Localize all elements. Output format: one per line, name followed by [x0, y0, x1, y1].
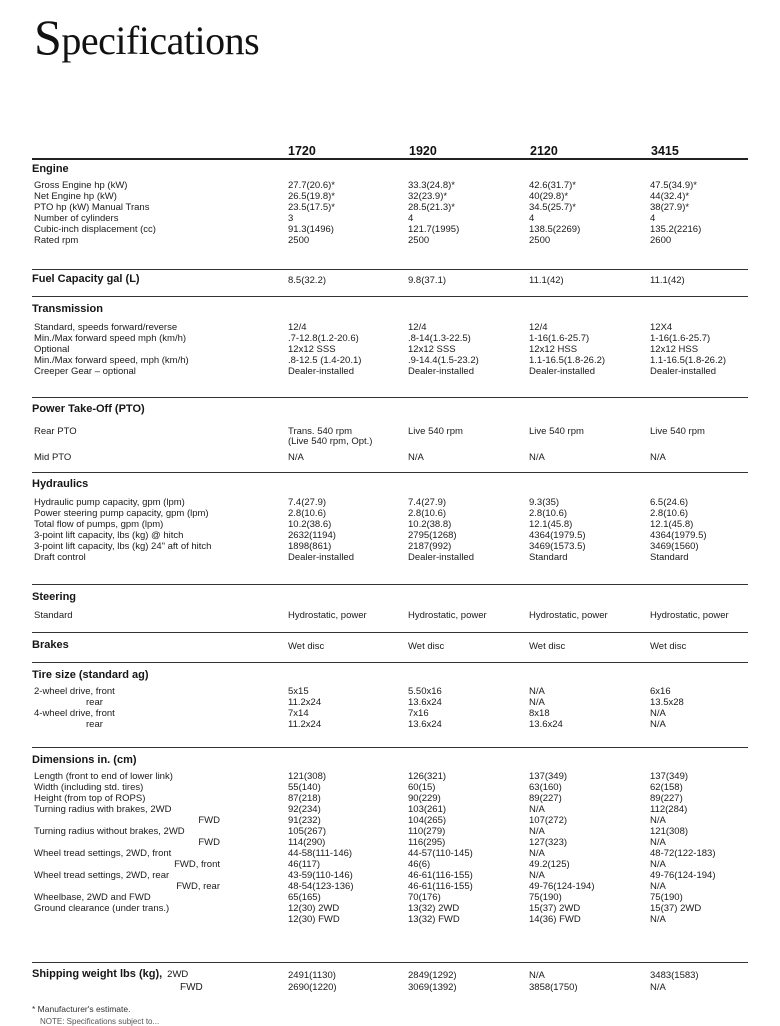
page-title: Specifications: [34, 9, 260, 65]
spec-label: Width (including std. tires): [34, 782, 144, 793]
spec-value: Hydrostatic, power: [408, 610, 487, 621]
spec-value: 60(15): [408, 782, 436, 793]
spec-value: 48-72(122-183): [650, 848, 716, 859]
spec-value: Dealer-installed: [408, 366, 475, 377]
spec-row: [32, 982, 748, 993]
spec-value: 3069(1392): [408, 982, 457, 993]
spec-value: 91.3(1496): [288, 224, 334, 235]
spec-row: [32, 333, 748, 344]
spec-value: Dealer-installed: [288, 366, 355, 377]
spec-value: 3483(1583): [650, 970, 699, 981]
spec-value: 44-57(110-145): [408, 848, 473, 859]
spec-value: .9-14.4(1.5-23.2): [408, 355, 479, 366]
spec-row: [32, 497, 748, 508]
spec-row: [32, 859, 748, 870]
spec-value: 137(349): [650, 771, 689, 782]
spec-value: 2690(1220): [288, 982, 337, 993]
spec-value: 38(27.9)*: [650, 202, 690, 213]
spec-value: 2500: [288, 235, 310, 246]
spec-value: 5.50x16: [408, 686, 442, 697]
spec-value: 2795(1268): [408, 530, 457, 541]
spec-value: 12x12 HSS: [529, 344, 578, 355]
spec-value: 114(290): [288, 837, 326, 848]
spec-value: N/A: [650, 837, 666, 848]
section-title-text: Transmission: [32, 303, 103, 315]
spec-label: Number of cylinders: [34, 213, 119, 224]
spec-value: 11.1(42): [650, 275, 685, 286]
spec-label: Height (from top of ROPS): [34, 793, 146, 804]
spec-row: [32, 224, 748, 235]
section-subtitle: 2WD: [167, 969, 189, 980]
spec-value: 2491(1130): [288, 970, 336, 981]
spec-label: Net Engine hp (kW): [34, 191, 117, 202]
spec-value: (Live 540 rpm, Opt.): [288, 436, 373, 447]
spec-value: 9.8(37.1): [408, 275, 447, 286]
spec-row: [32, 782, 748, 793]
spec-section: [32, 668, 748, 730]
spec-value: 2.8(10.6): [529, 508, 568, 519]
table-top-rule: [32, 158, 748, 160]
model-header: 1920: [409, 144, 437, 158]
spec-value: 49-76(124-194): [650, 870, 716, 881]
spec-row: [32, 848, 748, 859]
spec-value: N/A: [529, 686, 545, 697]
spec-value: 1-16(1.6-25.7): [650, 333, 711, 344]
spec-label: Optional: [34, 344, 70, 355]
spec-value: 12/4: [288, 322, 307, 333]
spec-value: 12X4: [650, 322, 673, 333]
section-title-text: Steering: [32, 591, 77, 603]
footnote-note: NOTE: Specifications subject to...: [40, 1017, 160, 1026]
section-title-text: Hydraulics: [32, 478, 89, 490]
spec-value: 34.5(25.7)*: [529, 202, 577, 213]
spec-value: 63(160): [529, 782, 562, 793]
spec-label: FWD, rear: [176, 881, 220, 892]
spec-value: 2.8(10.6): [650, 508, 689, 519]
spec-value: 12x12 HSS: [650, 344, 699, 355]
spec-value: 44(32.4)*: [650, 191, 690, 202]
spec-value: 32(23.9)*: [408, 191, 448, 202]
spec-label: Min./Max forward speed, mph (km/h): [34, 355, 189, 366]
spec-row: [32, 541, 748, 552]
spec-value: 3: [288, 213, 294, 224]
spec-row: [32, 903, 748, 914]
spec-row: [32, 815, 748, 826]
spec-label: Mid PTO: [34, 452, 72, 463]
spec-value: 135.2(2216): [650, 224, 702, 235]
spec-value: 3469(1560): [650, 541, 699, 552]
spec-row: [32, 771, 748, 782]
spec-value: 137(349): [529, 771, 568, 782]
spec-value: 7.4(27.9): [288, 497, 327, 508]
spec-label: Standard, speeds forward/reverse: [34, 322, 178, 333]
spec-value: Hydrostatic, power: [529, 610, 608, 621]
spec-value: Standard: [650, 552, 689, 563]
spec-value: 11.2x24: [288, 697, 322, 708]
footnote: * Manufacturer's estimate.: [32, 1004, 131, 1014]
spec-row: [32, 719, 748, 730]
section-divider: [32, 269, 748, 270]
spec-row: [32, 202, 748, 213]
spec-value: 90(229): [408, 793, 441, 804]
spec-row: [32, 610, 748, 621]
spec-value: 3469(1573.5): [529, 541, 586, 552]
spec-value: N/A: [650, 815, 666, 826]
spec-value: 7x16: [408, 708, 429, 719]
spec-row: [32, 355, 748, 366]
spec-value: 1.1-16.5(1.8-26.2): [529, 355, 606, 366]
spec-label: FWD: [180, 982, 203, 993]
spec-section: [32, 162, 748, 246]
spec-label: Wheel tread settings, 2WD, rear: [34, 870, 170, 881]
section-title: [32, 477, 748, 492]
spec-value: Hydrostatic, power: [650, 610, 729, 621]
spec-row: [32, 436, 748, 447]
spec-row: [32, 191, 748, 202]
spec-value: N/A: [529, 848, 545, 859]
spec-row: [32, 344, 748, 355]
spec-value: Trans. 540 rpm: [288, 426, 353, 437]
spec-value: 8.5(32.2): [288, 275, 327, 286]
spec-value: 42.6(31.7)*: [529, 180, 577, 191]
spec-value: 104(265): [408, 815, 447, 826]
spec-value: 112(284): [650, 804, 688, 815]
spec-value: 12(30) 2WD: [288, 903, 340, 914]
section-title-text: Dimensions in. (cm): [32, 754, 137, 766]
spec-value: 12.1(45.8): [650, 519, 694, 530]
spec-value: Wet disc: [529, 641, 566, 652]
spec-value: 126(321): [408, 771, 447, 782]
spec-value: 62(158): [650, 782, 683, 793]
spec-label: Creeper Gear – optional: [34, 366, 136, 377]
spec-value: N/A: [650, 914, 666, 925]
spec-value: 13.6x24: [408, 719, 442, 730]
spec-value: 92(234): [288, 804, 321, 815]
section-divider: [32, 296, 748, 297]
spec-row: [32, 892, 748, 903]
spec-value: 12/4: [529, 322, 548, 333]
section-title: [32, 753, 748, 768]
spec-label: 2-wheel drive, front: [34, 686, 115, 697]
spec-section: [32, 638, 748, 653]
spec-value: Live 540 rpm: [529, 426, 584, 437]
spec-label: Gross Engine hp (kW): [34, 180, 128, 191]
spec-value: 121(308): [288, 771, 327, 782]
spec-row: [32, 793, 748, 804]
spec-row: [32, 708, 748, 719]
spec-row: [32, 697, 748, 708]
spec-value: N/A: [650, 708, 666, 719]
spec-value: 13(32) 2WD: [408, 903, 460, 914]
spec-value: N/A: [529, 870, 545, 881]
spec-value: 4: [650, 213, 656, 224]
section-title: [32, 272, 748, 287]
spec-label: rear: [86, 719, 103, 730]
spec-value: N/A: [650, 452, 666, 463]
spec-value: N/A: [650, 859, 666, 870]
section-divider: [32, 662, 748, 663]
section-divider: [32, 584, 748, 585]
spec-value: 3858(1750): [529, 982, 578, 993]
spec-value: 4364(1979.5): [529, 530, 586, 541]
spec-value: 33.3(24.8)*: [408, 180, 456, 191]
spec-value: 55(140): [288, 782, 321, 793]
spec-value: 2187(992): [408, 541, 452, 552]
spec-row: [32, 686, 748, 697]
spec-value: 11.1(42): [529, 275, 564, 286]
spec-value: 13.5x28: [650, 697, 684, 708]
spec-section: [32, 967, 748, 993]
spec-label: FWD: [198, 815, 220, 826]
spec-value: Live 540 rpm: [408, 426, 463, 437]
spec-label: Draft control: [34, 552, 86, 563]
spec-value: 27.7(20.6)*: [288, 180, 336, 191]
spec-value: 103(261): [408, 804, 447, 815]
spec-section: [32, 272, 748, 287]
spec-value: N/A: [529, 452, 545, 463]
spec-value: 127(323): [529, 837, 568, 848]
spec-value: 15(37) 2WD: [650, 903, 702, 914]
spec-value: 49-76(124-194): [529, 881, 595, 892]
spec-value: Dealer-installed: [408, 552, 475, 563]
spec-value: 91(232): [288, 815, 321, 826]
spec-label: PTO hp (kW) Manual Trans: [34, 202, 150, 213]
spec-value: 75(190): [650, 892, 683, 903]
spec-value: 107(272): [529, 815, 568, 826]
section-title-text: Power Take-Off (PTO): [32, 403, 145, 415]
spec-row: [32, 914, 748, 925]
spec-value: 46-61(116-155): [408, 870, 473, 881]
spec-row: [32, 519, 748, 530]
spec-value: 1898(861): [288, 541, 332, 552]
spec-value: 11.2x24: [288, 719, 322, 730]
spec-section: [32, 753, 748, 925]
model-header: 1720: [288, 144, 316, 158]
section-title-text: Engine: [32, 163, 69, 175]
spec-label: Cubic-inch displacement (cc): [34, 224, 156, 235]
spec-row: [32, 530, 748, 541]
spec-value: N/A: [408, 452, 424, 463]
spec-value: Dealer-installed: [288, 552, 355, 563]
spec-value: 5x15: [288, 686, 309, 697]
spec-value: 65(165): [288, 892, 321, 903]
spec-label: Turning radius with brakes, 2WD: [34, 804, 172, 815]
spec-value: 121(308): [650, 826, 689, 837]
spec-row: [32, 870, 748, 881]
spec-label: rear: [86, 697, 103, 708]
spec-value: 12x12 SSS: [288, 344, 336, 355]
section-divider: [32, 962, 748, 963]
spec-value: 12x12 SSS: [408, 344, 456, 355]
spec-value: Live 540 rpm: [650, 426, 705, 437]
spec-value: N/A: [650, 719, 666, 730]
spec-value: 116(295): [408, 837, 446, 848]
spec-label: Ground clearance (under trans.): [34, 903, 170, 914]
spec-value: 43-59(110-146): [288, 870, 353, 881]
spec-value: 2500: [529, 235, 551, 246]
spec-label: FWD: [198, 837, 220, 848]
section-divider: [32, 397, 748, 398]
spec-value: 87(218): [288, 793, 321, 804]
spec-value: 12(30) FWD: [288, 914, 340, 925]
spec-section: [32, 590, 748, 621]
section-title: [32, 638, 748, 653]
spec-value: 1-16(1.6-25.7): [529, 333, 590, 344]
spec-section: [32, 477, 748, 563]
spec-value: 46(117): [288, 859, 321, 870]
spec-section: [32, 402, 748, 463]
spec-value: 47.5(34.9)*: [650, 180, 698, 191]
spec-value: Dealer-installed: [650, 366, 717, 377]
section-divider: [32, 472, 748, 473]
spec-row: [32, 235, 748, 246]
spec-label: Length (front to end of lower link): [34, 771, 173, 782]
section-title: [32, 967, 748, 982]
spec-value: 9.3(35): [529, 497, 560, 508]
spec-value: 75(190): [529, 892, 562, 903]
spec-value: 12.1(45.8): [529, 519, 573, 530]
section-title: [32, 162, 748, 177]
spec-value: 138.5(2269): [529, 224, 581, 235]
spec-value: 7x14: [288, 708, 309, 719]
spec-value: N/A: [529, 804, 545, 815]
spec-value: 13.6x24: [529, 719, 563, 730]
section-title: [32, 590, 748, 605]
spec-value: Dealer-installed: [529, 366, 596, 377]
spec-label: Total flow of pumps, gpm (lpm): [34, 519, 164, 530]
spec-value: 121.7(1995): [408, 224, 460, 235]
spec-value: 2.8(10.6): [408, 508, 447, 519]
spec-row: [32, 508, 748, 519]
spec-label: FWD, front: [174, 859, 220, 870]
section-title: [32, 668, 748, 683]
spec-value: 4: [529, 213, 535, 224]
spec-label: Rear PTO: [34, 426, 77, 437]
section-divider: [32, 632, 748, 633]
spec-label: Rated rpm: [34, 235, 79, 246]
spec-value: 2632(1194): [288, 530, 336, 541]
spec-label: Min./Max forward speed mph (km/h): [34, 333, 187, 344]
spec-label: 3-point lift capacity, lbs (kg) 24" aft of hitch: [34, 541, 212, 552]
spec-value: N/A: [650, 982, 666, 993]
spec-value: 2.8(10.6): [288, 508, 327, 519]
spec-value: .8-14(1.3-22.5): [408, 333, 471, 344]
spec-value: 12/4: [408, 322, 427, 333]
section-title: [32, 302, 748, 317]
spec-label: Power steering pump capacity, gpm (lpm): [34, 508, 209, 519]
spec-value: 14(36) FWD: [529, 914, 581, 925]
spec-value: 44-58(111-146): [288, 848, 353, 859]
spec-label: 4-wheel drive, front: [34, 708, 115, 719]
spec-value: 46(6): [408, 859, 431, 870]
spec-row: [32, 826, 748, 837]
spec-value: Standard: [529, 552, 568, 563]
spec-row: [32, 881, 748, 892]
spec-row: [32, 366, 748, 377]
spec-value: .7-12.8(1.2-20.6): [288, 333, 359, 344]
spec-row: [32, 552, 748, 563]
spec-value: 48-54(123-136): [288, 881, 354, 892]
spec-value: 10.2(38.8): [408, 519, 452, 530]
spec-value: 13.6x24: [408, 697, 442, 708]
spec-value: 105(267): [288, 826, 327, 837]
spec-value: 4364(1979.5): [650, 530, 707, 541]
spec-value: Wet disc: [288, 641, 325, 652]
spec-value: Hydrostatic, power: [288, 610, 367, 621]
spec-value: 40(29.8)*: [529, 191, 569, 202]
spec-row: [32, 322, 748, 333]
spec-value: Wet disc: [650, 641, 687, 652]
spec-value: N/A: [529, 826, 545, 837]
spec-row: [32, 804, 748, 815]
spec-label: Standard: [34, 610, 73, 621]
spec-value: 1.1-16.5(1.8-26.2): [650, 355, 727, 366]
spec-label: Hydraulic pump capacity, gpm (lpm): [34, 497, 185, 508]
spec-value: .8-12.5 (1.4-20.1): [288, 355, 362, 366]
spec-value: 4: [408, 213, 414, 224]
spec-value: 8x18: [529, 708, 550, 719]
spec-value: 6x16: [650, 686, 671, 697]
spec-value: 23.5(17.5)*: [288, 202, 336, 213]
section-title-text: Fuel Capacity gal (L): [32, 273, 140, 285]
spec-value: 6.5(24.6): [650, 497, 689, 508]
section-title: [32, 402, 748, 417]
spec-value: 89(227): [650, 793, 683, 804]
section-title-text: Shipping weight lbs (kg),: [32, 968, 163, 980]
spec-value: 13(32) FWD: [408, 914, 460, 925]
spec-label: Turning radius without brakes, 2WD: [34, 826, 185, 837]
spec-value: 49.2(125): [529, 859, 570, 870]
spec-row: [32, 180, 748, 191]
section-divider: [32, 747, 748, 748]
spec-value: N/A: [529, 970, 545, 981]
spec-value: 110(279): [408, 826, 446, 837]
spec-value: N/A: [288, 452, 304, 463]
spec-value: 2500: [408, 235, 430, 246]
section-title-text: Tire size (standard ag): [32, 669, 149, 681]
spec-value: 15(37) 2WD: [529, 903, 581, 914]
spec-value: N/A: [529, 697, 545, 708]
spec-value: 28.5(21.3)*: [408, 202, 456, 213]
spec-value: Wet disc: [408, 641, 445, 652]
spec-value: 2600: [650, 235, 672, 246]
model-header: 2120: [530, 144, 558, 158]
spec-row: [32, 452, 748, 463]
spec-label: 3-point lift capacity, lbs (kg) @ hitch: [34, 530, 184, 541]
model-header: 3415: [651, 144, 679, 158]
spec-value: 70(176): [408, 892, 441, 903]
spec-value: 89(227): [529, 793, 562, 804]
spec-value: 46-61(116-155): [408, 881, 473, 892]
spec-row: [32, 213, 748, 224]
section-title-text: Brakes: [32, 639, 69, 651]
spec-value: N/A: [650, 881, 666, 892]
spec-value: 26.5(19.8)*: [288, 191, 336, 202]
spec-value: 10.2(38.6): [288, 519, 332, 530]
spec-row: [32, 837, 748, 848]
spec-value: 7.4(27.9): [408, 497, 447, 508]
spec-label: Wheel tread settings, 2WD, front: [34, 848, 172, 859]
spec-section: [32, 302, 748, 377]
spec-value: 2849(1292): [408, 970, 457, 981]
spec-label: Wheelbase, 2WD and FWD: [34, 892, 151, 903]
